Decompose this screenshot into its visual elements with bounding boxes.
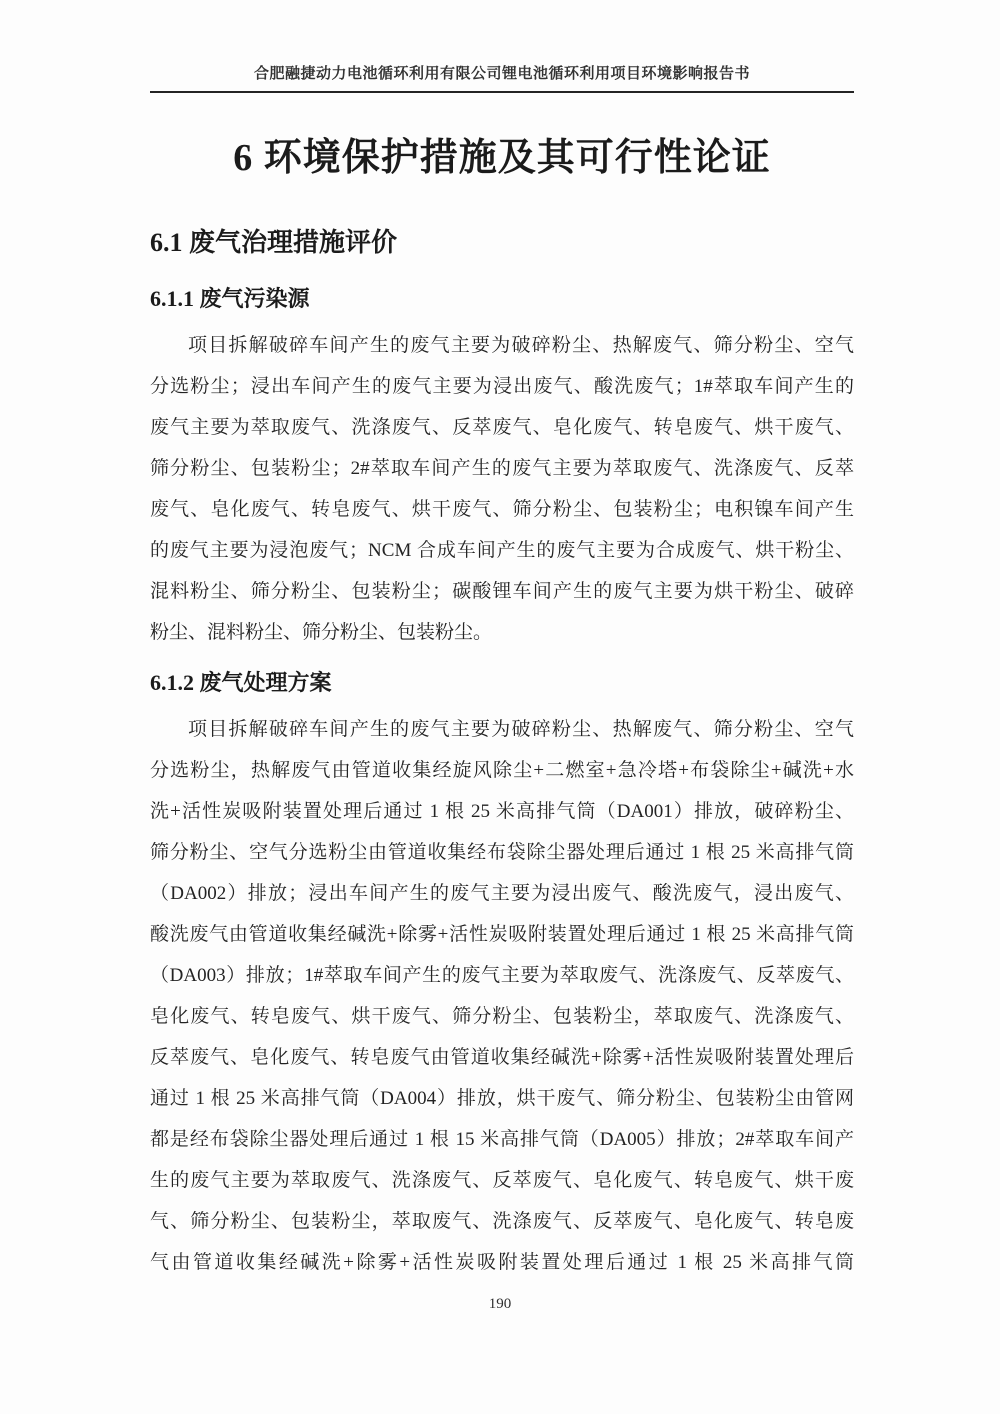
page-content [150, 133, 854, 1283]
paragraph-line: 反萃废气、皂化废气、转皂废气由管道收集经碱洗+除雾+活性炭吸附装置处理后 [150, 1047, 854, 1068]
paragraph-pollution-sources [150, 325, 854, 653]
paragraph-line: 通过 1 根 25 米高排气筒（DA004）排放，烘干废气、筛分粉尘、包装粉尘由管网 [150, 1088, 854, 1109]
paragraph-line: 生的废气主要为萃取废气、洗涤废气、反萃废气、皂化废气、转皂废气、烘干废 [150, 1170, 854, 1191]
paragraph-line: 筛分粉尘、空气分选粉尘由管道收集经布袋除尘器处理后通过 1 根 25 米高排气筒 [150, 842, 854, 863]
page-header [150, 0, 854, 93]
page-number: 190 [488, 1296, 512, 1312]
paragraph-line: 筛分粉尘、包装粉尘；2#萃取车间产生的废气主要为萃取废气、洗涤废气、反萃 [150, 458, 854, 479]
paragraph-line: 项目拆解破碎车间产生的废气主要为破碎粉尘、热解废气、筛分粉尘、空气 [188, 719, 854, 740]
paragraph-line: 酸洗废气由管道收集经碱洗+除雾+活性炭吸附装置处理后通过 1 根 25 米高排气筒 [150, 924, 854, 945]
paragraph-line: 气由管道收集经碱洗+除雾+活性炭吸附装置处理后通过 1 根 25 米高排气筒 [150, 1252, 854, 1273]
paragraph-line: 气、筛分粉尘、包装粉尘，萃取废气、洗涤废气、反萃废气、皂化废气、转皂废 [150, 1211, 854, 1232]
paragraph-line: 皂化废气、转皂废气、烘干废气、筛分粉尘、包装粉尘，萃取废气、洗涤废气、 [150, 1006, 854, 1027]
paragraph-line: 废气、皂化废气、转皂废气、烘干废气、筛分粉尘、包装粉尘；电积镍车间产生 [150, 499, 854, 520]
paragraph-line: （DA003）排放；1#萃取车间产生的废气主要为萃取废气、洗涤废气、反萃废气、 [150, 965, 854, 986]
paragraph-line: 都是经布袋除尘器处理后通过 1 根 15 米高排气筒（DA005）排放；2#萃取车间产 [150, 1129, 854, 1150]
paragraph-line: 的废气主要为浸泡废气；NCM 合成车间产生的废气主要为合成废气、烘干粉尘、 [150, 540, 854, 561]
paragraph-line: 废气主要为萃取废气、洗涤废气、反萃废气、皂化废气、转皂废气、烘干废气、 [150, 417, 854, 438]
paragraph-treatment-plan [150, 709, 854, 1283]
subsection-heading-6-1-2: 6.1.2 废气处理方案 [150, 670, 332, 695]
chapter-title: 6 环境保护措施及其可行性论证 [233, 137, 771, 179]
paragraph-line: 分选粉尘，热解废气由管道收集经旋风除尘+二燃室+急冷塔+布袋除尘+碱洗+水 [150, 760, 854, 781]
paragraph-line: 粉尘、混料粉尘、筛分粉尘、包装粉尘。 [150, 622, 493, 643]
paragraph-line: 分选粉尘；浸出车间产生的废气主要为浸出废气、酸洗废气；1#萃取车间产生的 [150, 376, 854, 397]
paragraph-line: （DA002）排放；浸出车间产生的废气主要为浸出废气、酸洗废气，浸出废气、 [150, 883, 854, 904]
paragraph-line: 混料粉尘、筛分粉尘、包装粉尘；碳酸锂车间产生的废气主要为烘干粉尘、破碎 [150, 581, 854, 602]
header-title: 合肥融捷动力电池循环利用有限公司锂电池循环利用项目环境影响报告书 [253, 66, 750, 82]
section-heading-6-1: 6.1 废气治理措施评价 [150, 228, 398, 257]
paragraph-line: 项目拆解破碎车间产生的废气主要为破碎粉尘、热解废气、筛分粉尘、空气 [188, 335, 854, 356]
paragraph-line: 洗+活性炭吸附装置处理后通过 1 根 25 米高排气筒（DA001）排放，破碎粉尘、 [150, 801, 854, 822]
subsection-heading-6-1-1: 6.1.1 废气污染源 [150, 286, 310, 311]
